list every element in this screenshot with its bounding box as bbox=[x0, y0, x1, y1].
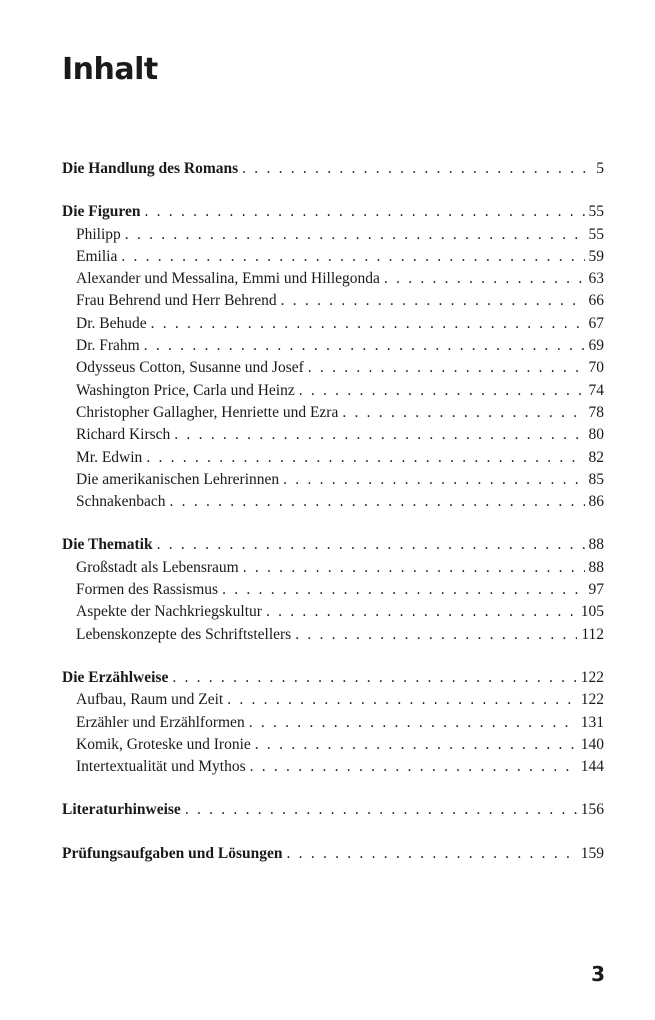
toc-chapter-entry-label: Die Handlung des Romans bbox=[62, 160, 239, 177]
dot-leader bbox=[242, 158, 586, 180]
toc-subentry-label: Aufbau, Raum und Zeit bbox=[76, 691, 224, 709]
dot-leader bbox=[255, 734, 577, 756]
dot-leader bbox=[145, 201, 585, 223]
page-title: Inhalt bbox=[62, 52, 158, 87]
toc-subentry-label: Intertextualität und Mythos bbox=[76, 758, 246, 776]
dot-leader bbox=[151, 313, 585, 335]
toc-section bbox=[62, 799, 604, 821]
toc-subentry-page: 85 bbox=[588, 470, 604, 488]
toc-subentry[interactable] bbox=[62, 335, 604, 357]
toc-chapter-entry-page: 55 bbox=[588, 203, 604, 221]
dot-leader bbox=[222, 579, 584, 601]
toc-chapter-entry-page: 156 bbox=[580, 801, 604, 819]
toc-subentry-page: 122 bbox=[580, 691, 604, 709]
toc-chapter-entry-label: Die Erzählweise bbox=[62, 668, 169, 686]
dot-leader bbox=[266, 601, 577, 623]
toc-chapter-entry-page: 122 bbox=[580, 668, 604, 686]
toc-subentry-label: Christopher Gallagher, Henriette und Ezra bbox=[76, 403, 339, 421]
toc-subentry[interactable] bbox=[62, 712, 604, 734]
toc-subentry[interactable] bbox=[62, 469, 604, 491]
dot-leader bbox=[250, 756, 577, 778]
toc-section bbox=[62, 843, 604, 865]
toc-subentry-page: 97 bbox=[588, 581, 604, 599]
toc-subentry-page: 131 bbox=[580, 713, 604, 731]
toc-chapter-entry[interactable] bbox=[62, 201, 604, 223]
toc-subentry[interactable] bbox=[62, 224, 604, 246]
toc-chapter-entry[interactable] bbox=[62, 843, 604, 865]
toc-subentry-label: Washington Price, Carla und Heinz bbox=[76, 381, 295, 399]
dot-leader bbox=[125, 224, 585, 246]
toc-subentry-label: Aspekte der Nachkriegskultur bbox=[76, 603, 262, 621]
dot-leader bbox=[227, 689, 577, 711]
toc-chapter-entry-label: Literaturhinweise bbox=[62, 801, 181, 819]
dot-leader bbox=[283, 469, 584, 491]
toc-subentry-label: Lebenskonzepte des Schriftstellers bbox=[76, 625, 292, 643]
toc-chapter-entry-page: 5 bbox=[596, 160, 604, 177]
toc-subentry-page: 105 bbox=[580, 603, 604, 621]
toc-subentry-label: Richard Kirsch bbox=[76, 426, 171, 444]
dot-leader bbox=[295, 624, 577, 646]
toc-subentry-page: 140 bbox=[580, 735, 604, 753]
toc-section bbox=[62, 201, 604, 513]
toc-chapter-entry[interactable] bbox=[62, 158, 604, 180]
toc-subentry[interactable] bbox=[62, 313, 604, 335]
toc-subentry[interactable] bbox=[62, 689, 604, 711]
toc-subentry-label: Emilia bbox=[76, 247, 118, 265]
toc-subentry-label: Erzähler und Erzählformen bbox=[76, 713, 245, 731]
toc-subentry-page: 82 bbox=[588, 448, 604, 466]
toc-subentry-page: 74 bbox=[588, 381, 604, 399]
dot-leader bbox=[249, 712, 577, 734]
dot-leader bbox=[121, 246, 584, 268]
dot-leader bbox=[170, 491, 585, 513]
toc-subentry-page: 88 bbox=[588, 558, 604, 576]
toc-chapter-entry-label: Prüfungsaufgaben und Lösungen bbox=[62, 844, 283, 862]
dot-leader bbox=[243, 557, 585, 579]
toc-subentry-page: 144 bbox=[580, 758, 604, 776]
toc-subentry-label: Die amerikanischen Lehrerinnen bbox=[76, 470, 280, 488]
toc-chapter-entry[interactable] bbox=[62, 534, 604, 556]
toc-subentry-page: 78 bbox=[588, 403, 604, 421]
toc-subentry[interactable] bbox=[62, 557, 604, 579]
toc-subentry[interactable] bbox=[62, 579, 604, 601]
toc-subentry[interactable] bbox=[62, 734, 604, 756]
toc-subentry-page: 69 bbox=[588, 337, 604, 355]
toc-subentry-page: 63 bbox=[588, 270, 604, 288]
dot-leader bbox=[287, 843, 577, 865]
dot-leader bbox=[157, 534, 585, 556]
toc-subentry[interactable] bbox=[62, 246, 604, 268]
toc-section bbox=[62, 158, 604, 180]
toc-subentry[interactable] bbox=[62, 491, 604, 513]
toc-chapter-entry-page: 159 bbox=[580, 844, 604, 862]
toc-subentry-page: 80 bbox=[588, 426, 604, 444]
toc-subentry-label: Mr. Edwin bbox=[76, 448, 143, 466]
dot-leader bbox=[174, 424, 584, 446]
page-number: 3 bbox=[591, 962, 605, 986]
toc-subentry[interactable] bbox=[62, 756, 604, 778]
dot-leader bbox=[308, 357, 585, 379]
toc-subentry[interactable] bbox=[62, 447, 604, 469]
dot-leader bbox=[342, 402, 584, 424]
dot-leader bbox=[185, 799, 577, 821]
dot-leader bbox=[299, 380, 585, 402]
toc-chapter-entry[interactable] bbox=[62, 667, 604, 689]
toc-section bbox=[62, 534, 604, 645]
dot-leader bbox=[281, 290, 585, 312]
toc-subentry-label: Dr. Frahm bbox=[76, 337, 140, 355]
toc-subentry-page: 66 bbox=[588, 292, 604, 310]
toc-subentry-page: 55 bbox=[588, 225, 604, 243]
toc-subentry-label: Schnakenbach bbox=[76, 493, 166, 511]
toc-chapter-entry[interactable] bbox=[62, 799, 604, 821]
toc-subentry[interactable] bbox=[62, 268, 604, 290]
toc-subentry-label: Frau Behrend und Herr Behrend bbox=[76, 292, 277, 310]
toc-subentry[interactable] bbox=[62, 380, 604, 402]
toc-subentry[interactable] bbox=[62, 357, 604, 379]
toc-subentry-label: Alexander und Messalina, Emmi und Hillegonda bbox=[76, 270, 380, 288]
table-of-contents bbox=[62, 158, 604, 886]
toc-subentry-page: 70 bbox=[588, 359, 604, 377]
toc-subentry-label: Dr. Behude bbox=[76, 314, 147, 332]
toc-section bbox=[62, 667, 604, 778]
dot-leader bbox=[384, 268, 585, 290]
toc-chapter-entry-page: 88 bbox=[588, 536, 604, 554]
toc-subentry-label: Formen des Rassismus bbox=[76, 581, 219, 599]
dot-leader bbox=[172, 667, 576, 689]
toc-subentry[interactable] bbox=[62, 601, 604, 623]
toc-subentry-page: 59 bbox=[588, 247, 604, 265]
toc-subentry[interactable] bbox=[62, 424, 604, 446]
toc-subentry-label: Odysseus Cotton, Susanne und Josef bbox=[76, 359, 304, 377]
toc-subentry-page: 112 bbox=[581, 625, 604, 643]
toc-chapter-entry-label: Die Thematik bbox=[62, 536, 153, 554]
toc-chapter-entry-label: Die Figuren bbox=[62, 203, 141, 221]
toc-subentry[interactable] bbox=[62, 290, 604, 312]
toc-subentry-page: 67 bbox=[588, 314, 604, 332]
toc-subentry[interactable] bbox=[62, 624, 604, 646]
dot-leader bbox=[144, 335, 585, 357]
toc-subentry-page: 86 bbox=[588, 493, 604, 511]
toc-subentry-label: Philipp bbox=[76, 225, 121, 243]
toc-subentry-label: Komik, Groteske und Ironie bbox=[76, 735, 251, 753]
dot-leader bbox=[146, 447, 584, 469]
toc-subentry[interactable] bbox=[62, 402, 604, 424]
toc-subentry-label: Großstadt als Lebensraum bbox=[76, 558, 239, 576]
